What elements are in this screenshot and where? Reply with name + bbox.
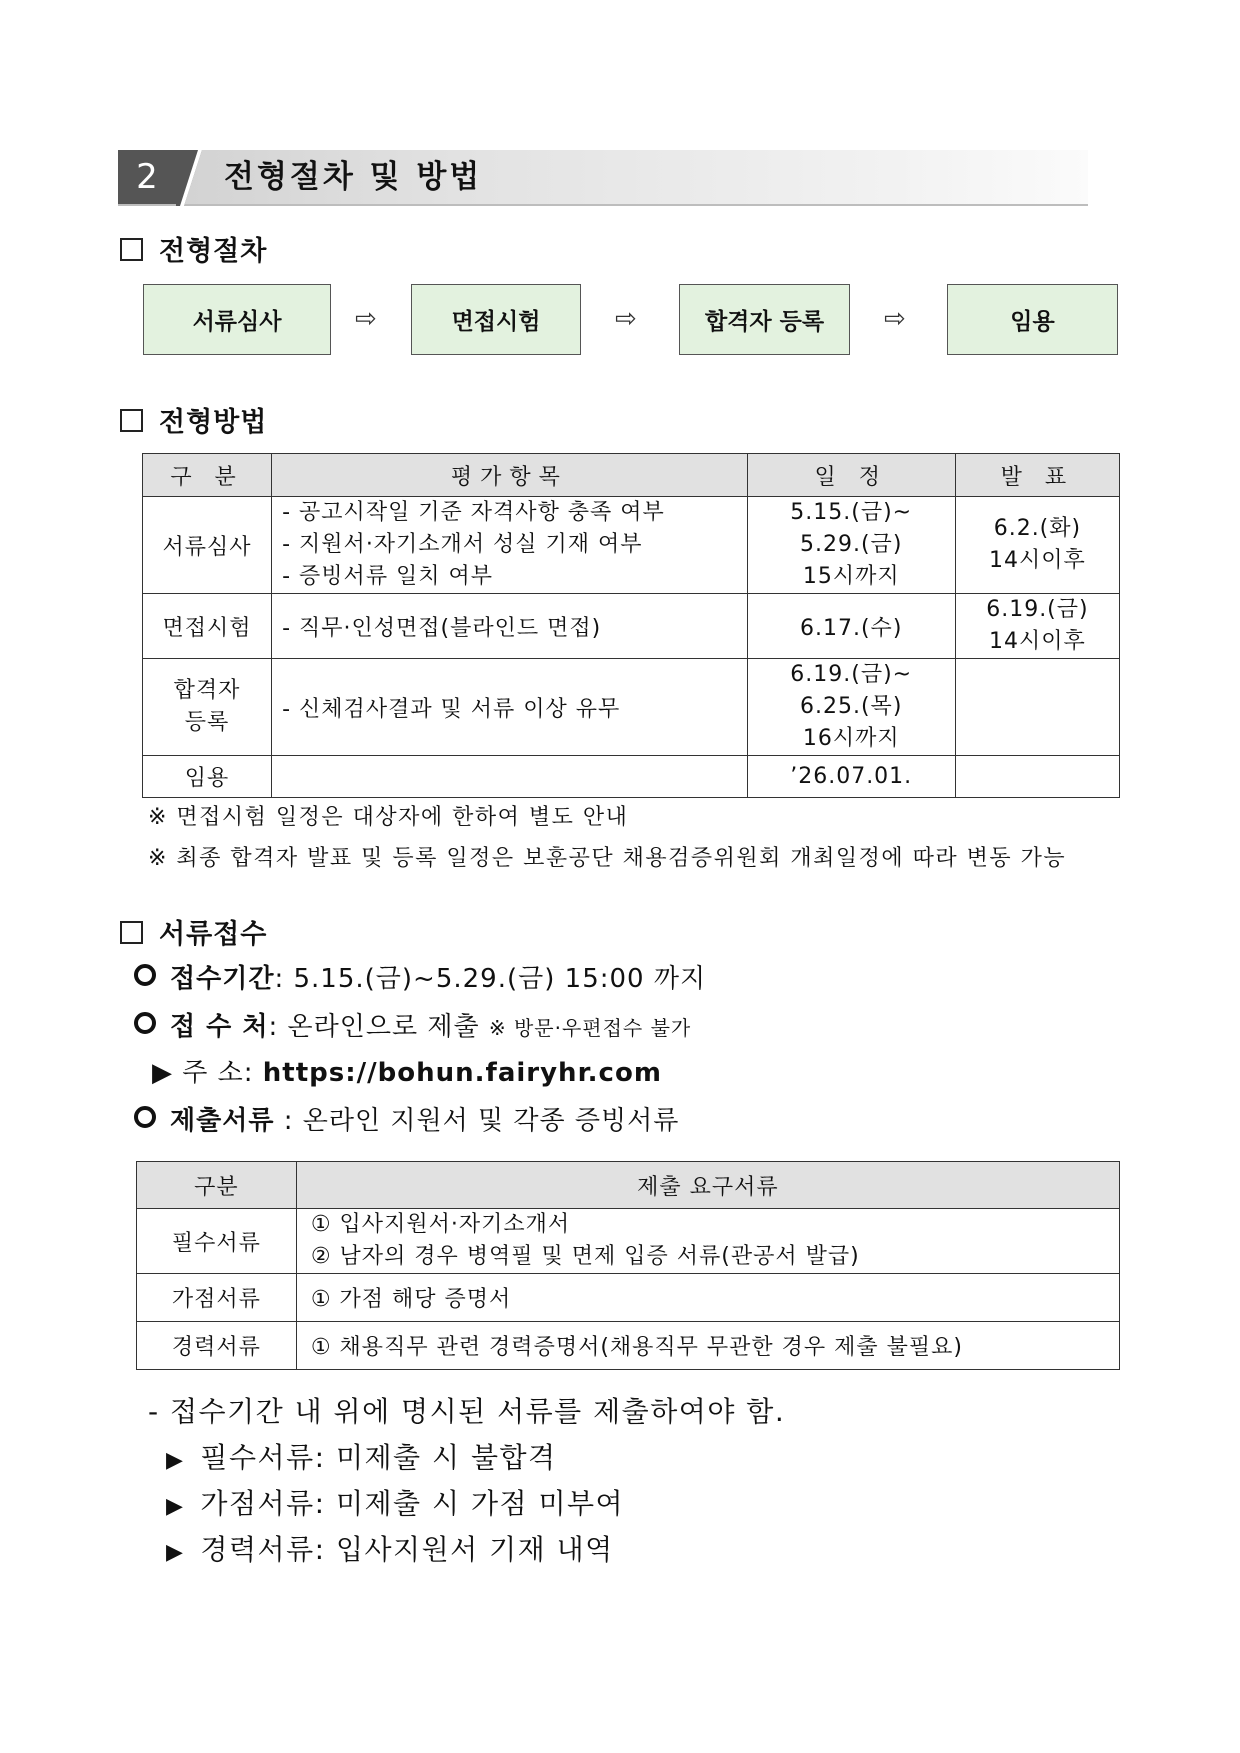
evaluation-items	[272, 756, 747, 798]
schedule-cell: 5.15.(금)~ 5.29.(금) 15시까지	[747, 497, 955, 594]
row-category: 합격자 등록	[143, 659, 272, 756]
table-row	[143, 497, 1120, 594]
schedule-note: ※ 최종 합격자 발표 및 등록 일정은 보훈공단 채용검증위원회 개최일정에 따라 변동 가능	[148, 846, 1067, 871]
table-row	[143, 594, 1120, 659]
column-header: 일 정	[747, 454, 955, 497]
triangle-bullet-icon: ▶	[166, 1448, 185, 1473]
section-number: 2	[118, 150, 176, 204]
method-table	[142, 453, 1120, 798]
announce-cell: 6.19.(금) 14시이후	[955, 594, 1119, 659]
stage-appointment: 임용	[947, 284, 1118, 355]
table-row	[143, 659, 1120, 756]
announce-cell	[955, 659, 1119, 756]
announce-cell	[955, 756, 1119, 798]
row-category: 서류심사	[143, 497, 272, 594]
section-title: 전형절차 및 방법	[224, 159, 483, 195]
right-arrow-icon: ⇨	[884, 304, 906, 334]
required-documents: ① 입사지원서·자기소개서 ② 남자의 경우 병역필 및 면제 입증 서류(관공서 발급)	[296, 1209, 1119, 1274]
reception-period: 접수기간: 5.15.(금)~5.29.(금) 15:00 까지	[134, 958, 706, 995]
schedule-cell: 6.17.(수)	[747, 594, 955, 659]
consequence-item: ▶ 경력서류: 입사지원서 기재 내역	[166, 1533, 614, 1566]
checkbox-icon	[120, 921, 143, 944]
right-arrow-icon: ⇨	[355, 304, 377, 334]
circle-bullet-icon	[134, 964, 156, 986]
procedure-heading: 전형절차	[120, 229, 267, 268]
column-header: 구분	[137, 1162, 297, 1209]
row-category: 면접시험	[143, 594, 272, 659]
table-row	[137, 1322, 1120, 1370]
table-header-row	[143, 454, 1120, 497]
circle-bullet-icon	[134, 1106, 156, 1128]
schedule-cell: ’26.07.01.	[747, 756, 955, 798]
stage-document-review: 서류심사	[143, 284, 331, 355]
section-divider-slash	[176, 150, 202, 206]
circle-bullet-icon	[134, 1012, 156, 1034]
evaluation-items: - 직무·인성면접(블라인드 면접)	[272, 594, 747, 659]
row-category: 경력서류	[137, 1322, 297, 1370]
required-documents: ① 채용직무 관련 경력증명서(채용직무 무관한 경우 제출 불필요)	[296, 1322, 1119, 1370]
column-header: 발 표	[955, 454, 1119, 497]
evaluation-items: - 신체검사결과 및 서류 이상 유무	[272, 659, 747, 756]
reception-address: ▶ 주 소: https://bohun.fairyhr.com	[152, 1058, 662, 1088]
documents-table	[136, 1161, 1120, 1370]
triangle-bullet-icon: ▶	[166, 1494, 185, 1519]
method-heading: 전형방법	[120, 400, 267, 439]
consequence-item: ▶ 필수서류: 미제출 시 불합격	[166, 1441, 557, 1474]
stage-registration: 합격자 등록	[679, 284, 850, 355]
column-header: 평가항목	[272, 454, 747, 497]
right-arrow-icon: ⇨	[615, 304, 637, 334]
column-header: 제출 요구서류	[296, 1162, 1119, 1209]
evaluation-items: - 공고시작일 기준 자격사항 충족 여부 - 지원서·자기소개서 성실 기재 여부 - 증빙서류 일치 여부	[272, 497, 747, 594]
reception-heading: 서류접수	[120, 912, 267, 951]
reception-documents: 제출서류 : 온라인 지원서 및 각종 증빙서류	[134, 1100, 679, 1137]
column-header: 구 분	[143, 454, 272, 497]
checkbox-icon	[120, 238, 143, 261]
stage-interview: 면접시험	[411, 284, 581, 355]
table-header-row	[137, 1162, 1120, 1209]
table-row	[137, 1209, 1120, 1274]
row-category: 임용	[143, 756, 272, 798]
row-category: 필수서류	[137, 1209, 297, 1274]
triangle-bullet-icon: ▶	[166, 1540, 185, 1565]
submission-remark: - 접수기간 내 위에 명시된 서류를 제출하여야 함.	[148, 1395, 786, 1428]
schedule-cell: 6.19.(금)~ 6.25.(목) 16시까지	[747, 659, 955, 756]
required-documents: ① 가점 해당 증명서	[296, 1274, 1119, 1322]
schedule-note: ※ 면접시험 일정은 대상자에 한하여 별도 안내	[148, 805, 629, 830]
application-url-link[interactable]: https://bohun.fairyhr.com	[262, 1058, 662, 1088]
announce-cell: 6.2.(화) 14시이후	[955, 497, 1119, 594]
row-category: 가점서류	[137, 1274, 297, 1322]
checkbox-icon	[120, 409, 143, 432]
table-row	[137, 1274, 1120, 1322]
consequence-item: ▶ 가점서류: 미제출 시 가점 미부여	[166, 1487, 625, 1520]
table-row	[143, 756, 1120, 798]
reception-place: 접 수 처: 온라인으로 제출 ※ 방문·우편접수 불가	[134, 1006, 691, 1043]
